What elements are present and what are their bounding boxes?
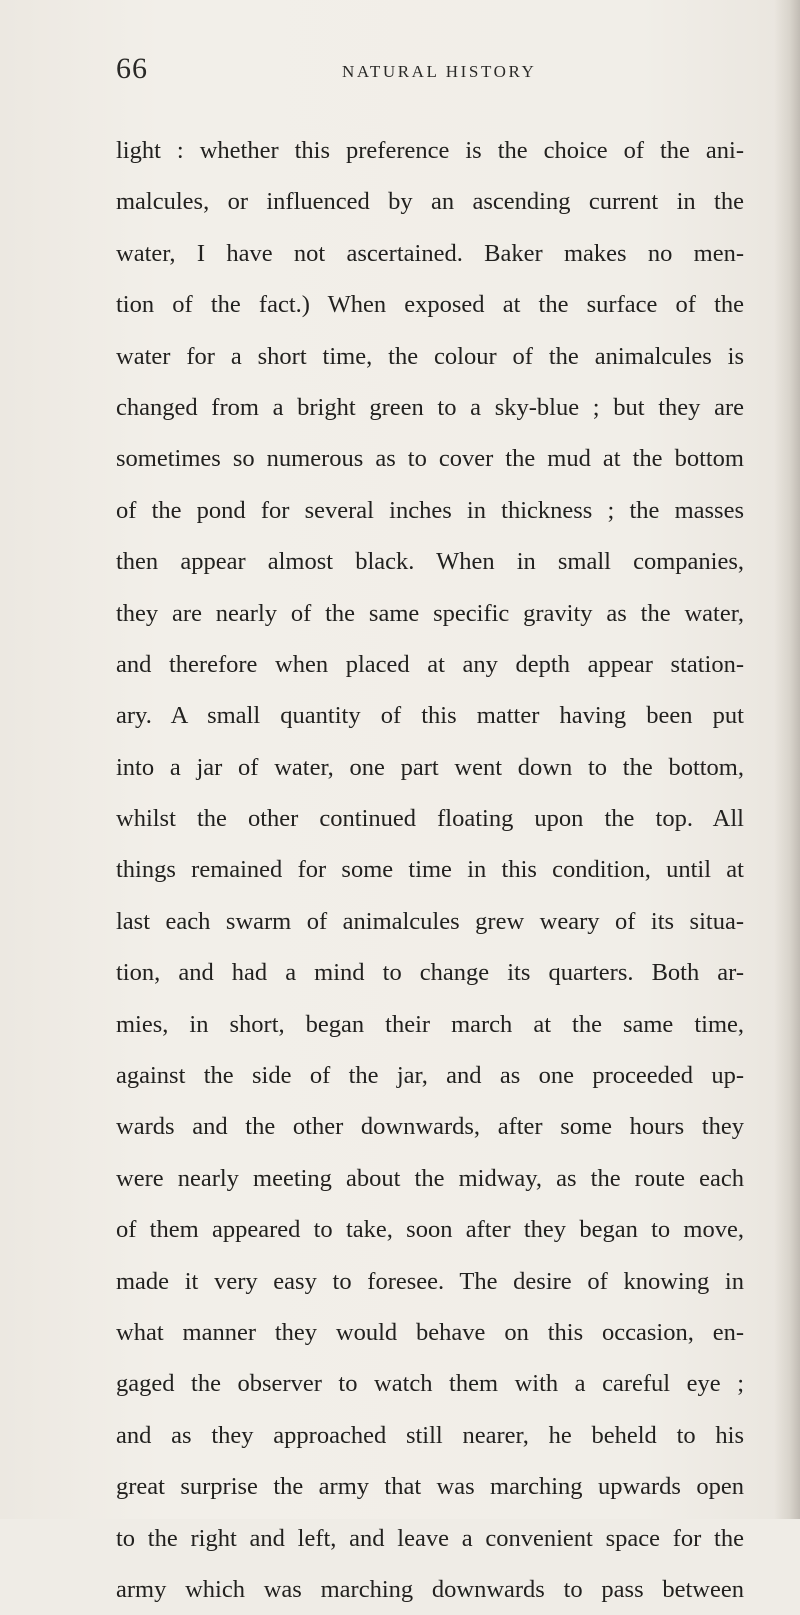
text-line: wards and the other downwards, after some hours they <box>116 1113 744 1141</box>
page-edge-shadow <box>774 0 800 1519</box>
text-line: of the pond for several inches in thickness ; the masses <box>116 496 744 524</box>
text-line: and therefore when placed at any depth appear station- <box>116 650 744 678</box>
text-line: were nearly meeting about the midway, as the route each <box>116 1164 744 1192</box>
running-title: NATURAL HISTORY <box>342 62 537 81</box>
text-line: water, I have not ascertained. Baker makes no men- <box>116 239 744 267</box>
text-line: and as they approached still nearer, he beheld to his <box>116 1421 744 1449</box>
text-line: of them appeared to take, soon after they began to move, <box>116 1216 744 1244</box>
text-line: gaged the observer to watch them with a careful eye ; <box>116 1370 744 1398</box>
text-line: tion, and had a mind to change its quarters. Both ar- <box>116 959 744 987</box>
text-line: changed from a bright green to a sky-blue ; but they are <box>116 393 744 421</box>
text-line: made it very easy to foresee. The desire of knowing in <box>116 1267 744 1295</box>
text-line: against the side of the jar, and as one proceeded up- <box>116 1062 744 1090</box>
text-line: then appear almost black. When in small companies, <box>116 548 744 576</box>
text-line: sometimes so numerous as to cover the mud at the bottom <box>116 445 744 473</box>
text-line: army which was marching downwards to pass between <box>116 1575 744 1603</box>
text-line: last each swarm of animalcules grew weary of its situa- <box>116 907 744 935</box>
body-text <box>116 125 744 1615</box>
text-line: whilst the other continued floating upon the top. All <box>116 805 744 833</box>
text-line: malcules, or influenced by an ascending current in the <box>116 188 744 216</box>
text-line: great surprise the army that was marching upwards open <box>116 1473 744 1501</box>
text-line: to the right and left, and leave a convenient space for the <box>116 1524 744 1552</box>
text-line: mies, in short, began their march at the same time, <box>116 1010 744 1038</box>
text-line: tion of the fact.) When exposed at the surface of the <box>116 291 744 319</box>
text-line: into a jar of water, one part went down to the bottom, <box>116 753 744 781</box>
page-header <box>116 52 716 92</box>
page-number: 66 <box>116 52 148 85</box>
text-line: light : whether this preference is the choice of the ani- <box>116 137 744 164</box>
text-line: ary. A small quantity of this matter having been put <box>116 702 744 730</box>
text-line: they are nearly of the same specific gravity as the water, <box>116 599 744 627</box>
text-line: things remained for some time in this condition, until at <box>116 856 744 884</box>
text-line: what manner they would behave on this occasion, en- <box>116 1318 744 1346</box>
text-line: water for a short time, the colour of the animalcules is <box>116 342 744 370</box>
